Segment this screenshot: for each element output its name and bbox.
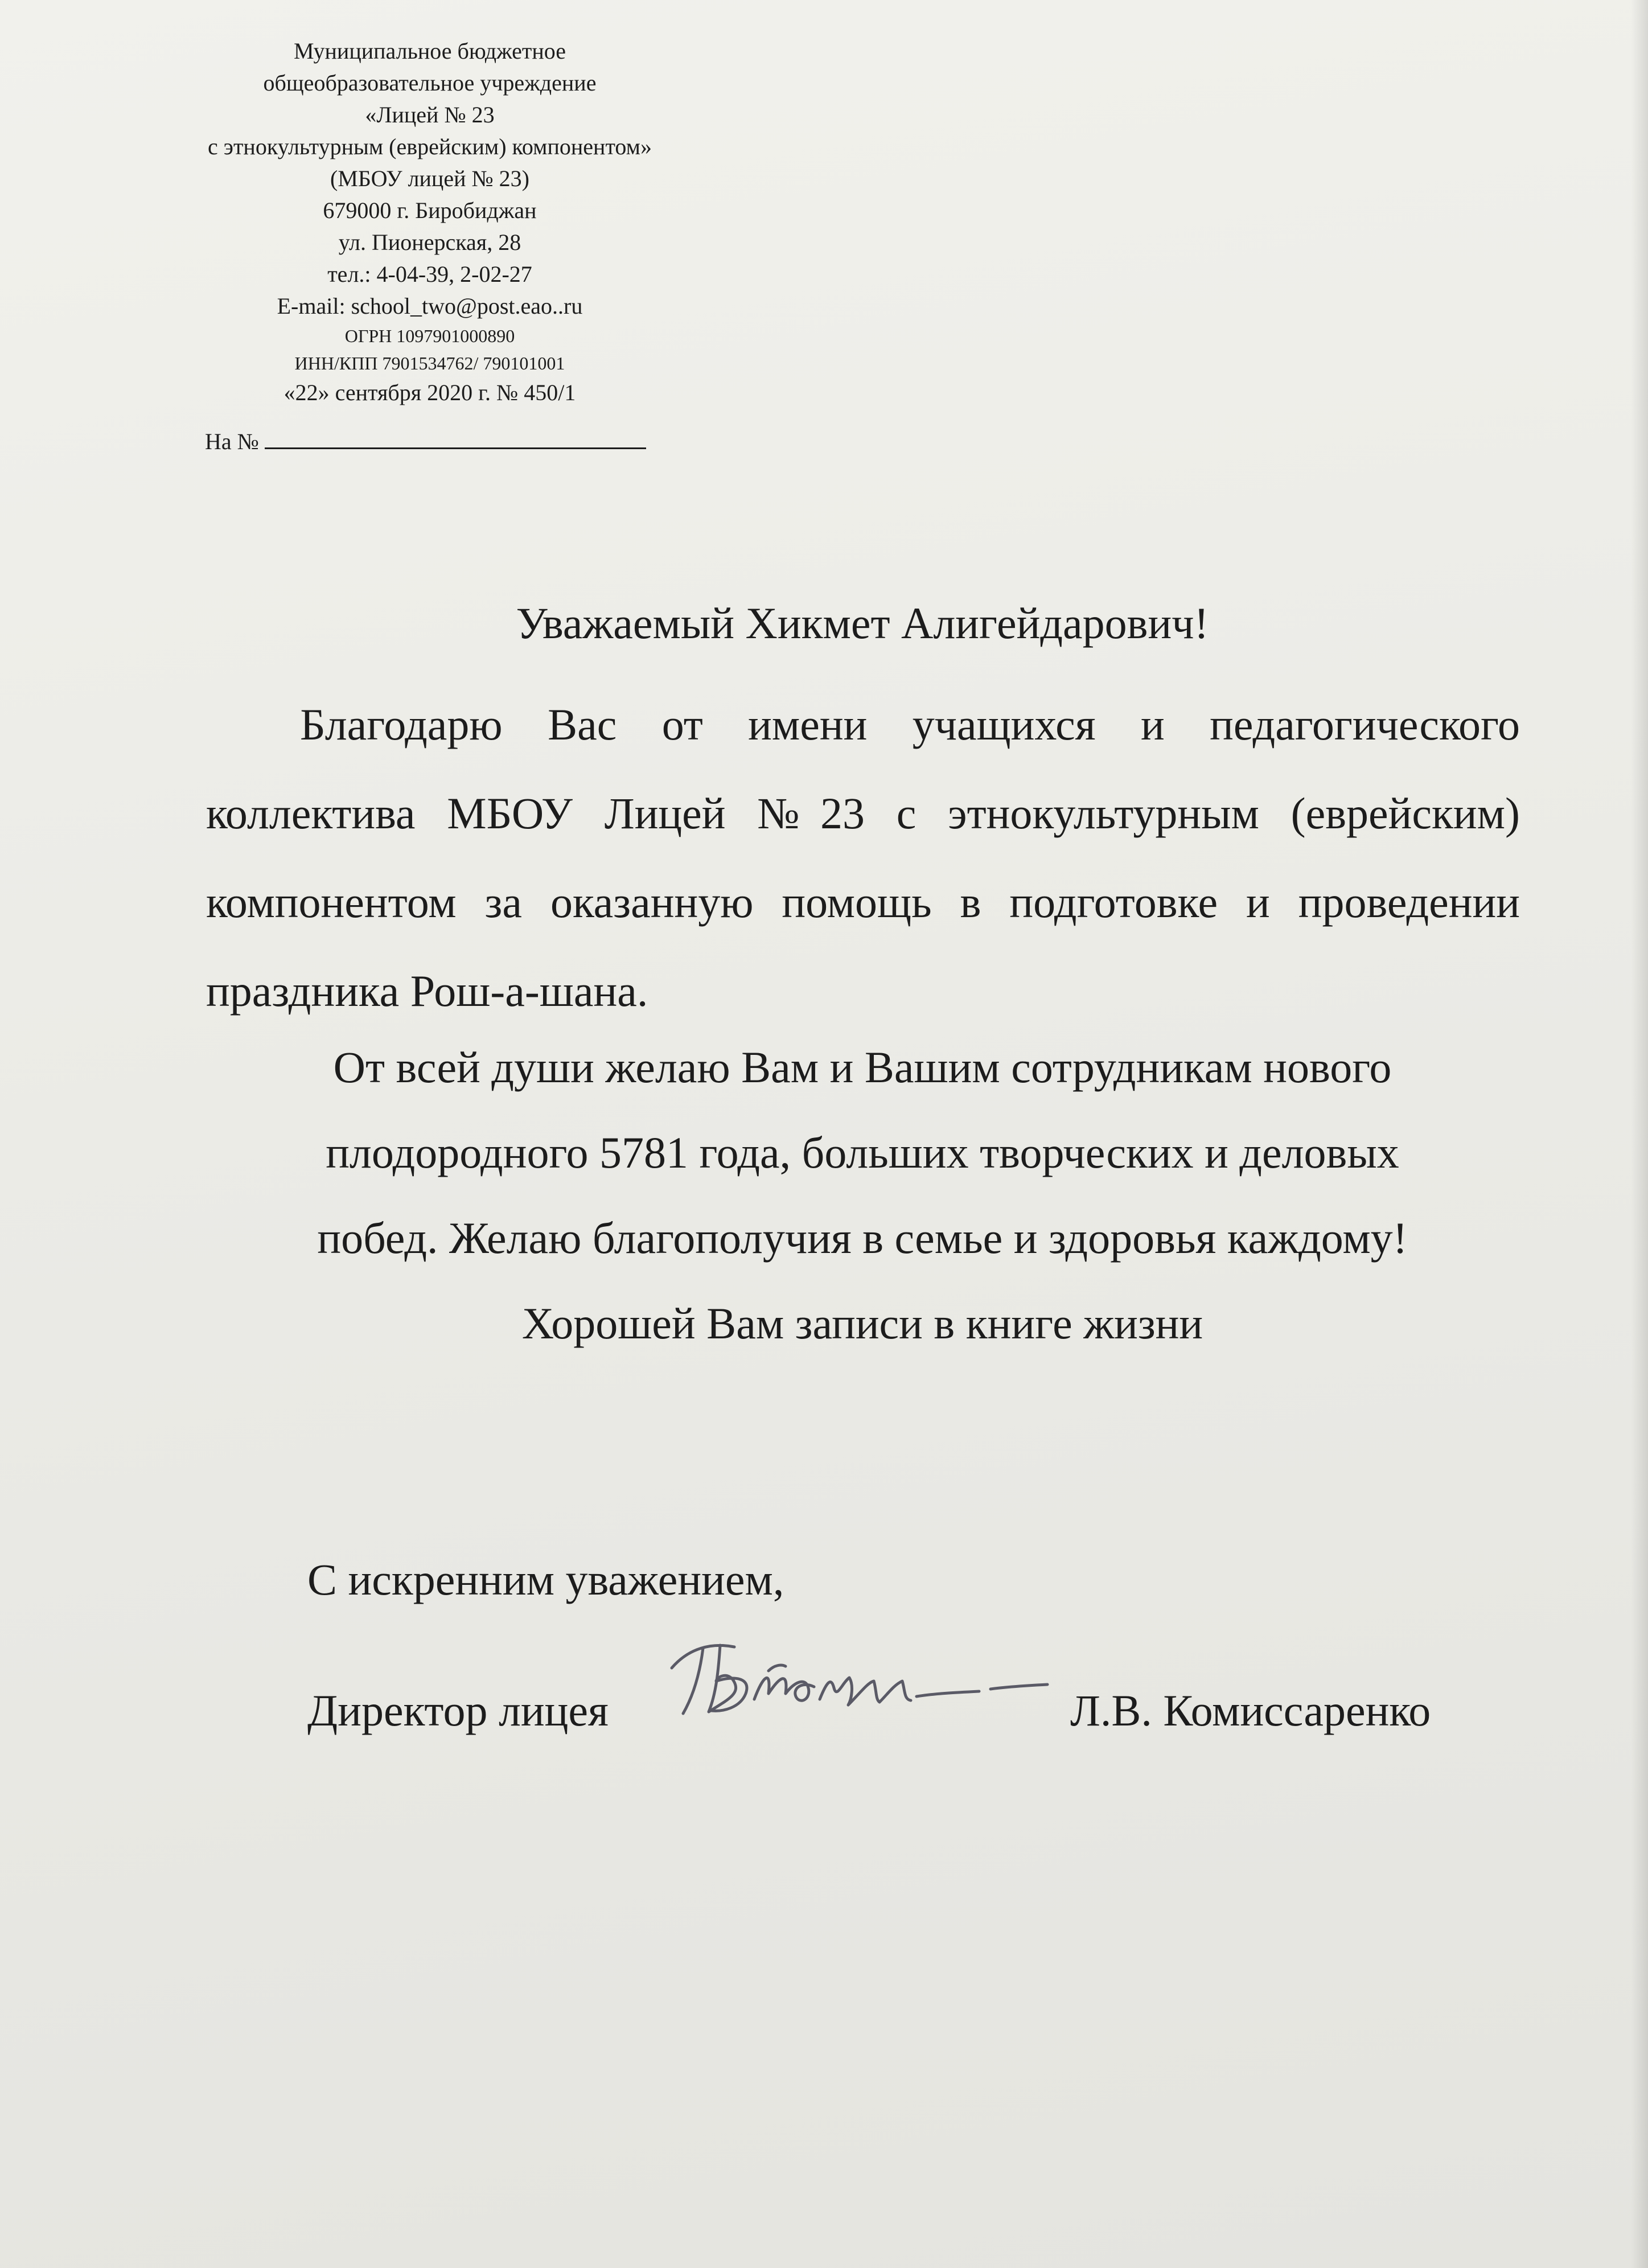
paragraph-2-line: От всей души желаю Вам и Вашим сотрудникам нового	[333, 1042, 1392, 1092]
letterhead-line: с этнокультурным (еврейским) компонентом»	[208, 134, 652, 159]
paragraph-2-line: Хорошей Вам записи в книге жизни	[521, 1299, 1203, 1348]
signer-name: Л.В. Комиссаренко	[1070, 1686, 1431, 1735]
paragraph-2-line: побед. Желаю благополучия в семье и здоровья каждому!	[317, 1213, 1408, 1263]
signer-title: Директор лицея	[307, 1686, 609, 1735]
reference-line	[205, 425, 646, 458]
paragraph-2-line: плодородного 5781 года, больших творческих и деловых	[326, 1128, 1399, 1177]
letter-paragraph-2	[205, 1025, 1520, 1366]
salutation: Уважаемый Хикмет Алигейдарович!	[516, 598, 1209, 648]
closing-phrase: С искренним уважением,	[307, 1555, 784, 1604]
letterhead-line: ул. Пионерская, 28	[338, 229, 521, 255]
letterhead-line: (МБОУ лицей № 23)	[330, 166, 529, 191]
letterhead-ogrn: ОГРН 1097901000890	[344, 326, 515, 346]
letter-paragraph-1: Благодарю Вас от имени учащихся и педагогического коллектива МБОУ Лицей №23 с этнокультурным (еврейским) компонентом за оказанную помощь в подготовке и проведении праздника Рош-а-шана.	[206, 700, 1520, 1016]
letterhead-inn-kpp: ИНН/КПП 7901534762/ 790101001	[294, 353, 565, 373]
letterhead-line: Муниципальное бюджетное	[293, 38, 566, 64]
letterhead-date-number: «22» сентября 2020 г. № 450/1	[283, 380, 576, 405]
reference-label: На №	[205, 429, 259, 454]
handwritten-signature	[649, 1614, 1070, 1733]
paper-edge-shadow	[1631, 0, 1648, 2268]
letterhead	[145, 35, 714, 409]
reference-blank	[265, 425, 646, 449]
letterhead-line: 679000 г. Биробиджан	[323, 198, 537, 223]
letterhead-line: «Лицей № 23	[365, 102, 495, 128]
letterhead-line: тел.: 4-04-39, 2-02-27	[327, 261, 532, 287]
letterhead-line: общеобразовательное учреждение	[263, 70, 597, 96]
letterhead-email: E-mail: school_two@post.eao..ru	[277, 293, 583, 319]
